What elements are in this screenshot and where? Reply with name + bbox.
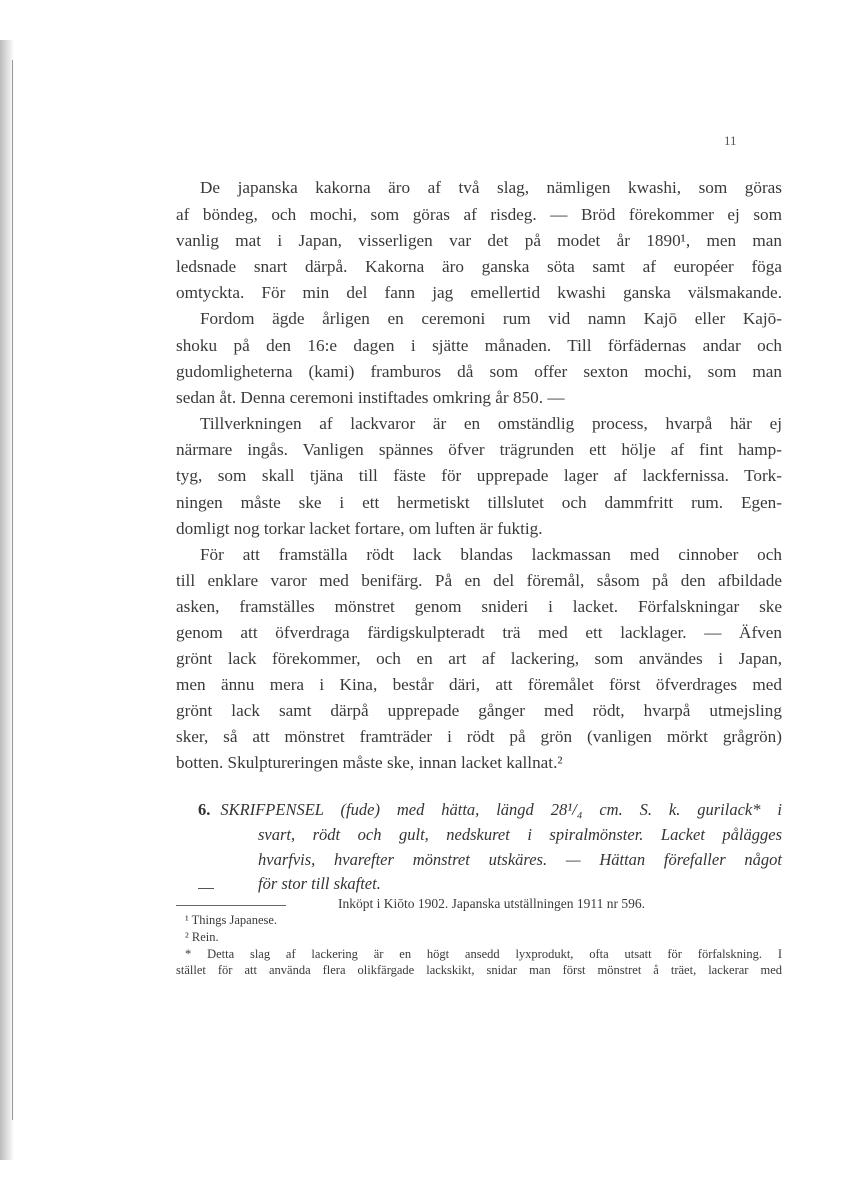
footnote: ¹ Things Japanese. [185,913,278,927]
footnote-rule [176,905,286,906]
text-line: till enklare varor med benifärg. På en del föremål, såsom på den afbildade [176,571,782,590]
text-line: domligt nog torkar lacket fortare, om luften är fuktig. [176,519,543,538]
item-number: 6. [198,800,211,819]
text-line: shoku på den 16:e dagen i sjätte månaden. Till förfädernas andar och [176,336,782,355]
text-line: ledsnade snart därpå. Kakorna äro ganska söta samt af européer föga [176,257,782,276]
text-line: omtyckta. För min del fann jag emellertid kwashi ganska välsmakande. [176,283,782,302]
page-number: 11 [724,133,737,148]
footnote: stället för att använda flera olikfärgade lackskikt, snidar man först mönstret å träet, lackerar med [176,963,782,977]
text-line: botten. Skulptureringen måste ske, innan lacket kallnat.² [176,753,563,772]
text-line: ningen måste ske i ett hermetiskt tillslutet och dammfritt rum. Egen- [176,493,782,512]
text-line: tyg, som skall tjäna till fäste för upprepade lager af lackfernissa. Tork- [176,466,782,485]
text-line: gudomligheterna (kami) framburos då som offer sexton mochi, som man [176,362,782,381]
text-line: asken, framställes mönstret genom snideri i lacket. Förfalskningar ske [176,597,782,616]
scan-edge-line [12,60,13,1120]
text-line: De japanska kakorna äro af två slag, nämligen kwashi, som göras [200,178,782,197]
text-line: vanlig mat i Japan, visserligen var det på modet år 1890¹, men man [176,231,782,250]
divider [198,888,214,889]
provenance: Inköpt i Kiōto 1902. Japanska utställningen 1911 nr 596. [338,896,645,911]
text-line: Fordom ägde årligen en ceremoni rum vid namn Kajō eller Kajō- [200,309,782,328]
text-line: För att framställa rödt lack blandas lackmassan med cinnober och [200,545,782,564]
text-line: närmare ingås. Vanligen spännes öfver trägrunden ett hölje af fint hamp- [176,440,782,459]
footnote: ² Rein. [185,930,219,944]
footnote: * Detta slag af lackering är en högt ansedd lyxprodukt, ofta utsatt för förfalskning. I [185,947,782,961]
item-line: svart, rödt och gult, nedskuret i spiralmönster. Lacket pålägges [258,825,782,844]
text-line: sker, så att mönstret framträder i rödt på grön (vanligen mörkt grågrön) [176,727,782,746]
text-line: genom att öfverdraga färdigskulpteradt trä med ett lacklager. — Äfven [176,623,782,642]
text-line: sedan åt. Denna ceremoni instiftades omkring år 850. — [176,388,565,407]
text-line: men ännu mera i Kina, består däri, att föremålet först öfverdrages med [176,675,782,694]
text-line: Tillverkningen af lackvaror är en omständlig process, hvarpå här ej [200,414,782,433]
text-line: af böndeg, och mochi, som göras af risdeg. — Bröd förekommer ej som [176,205,782,224]
item-text: SKRIFPENSEL (fude) med hätta, längd 28¹/₄ cm. S. k. gurilack* i [220,800,782,819]
text-line: grönt lack samt därpå upprepade gånger med rödt, hvarpå utmejsling [176,701,782,720]
item-line: för stor till skaftet. [258,874,381,893]
item-line [198,800,782,820]
text-line: grönt lack förekommer, och en art af lackering, som användes i Japan, [176,649,782,668]
item-line: hvarfvis, hvarefter mönstret utskäres. — Hättan förefaller något [258,850,782,869]
